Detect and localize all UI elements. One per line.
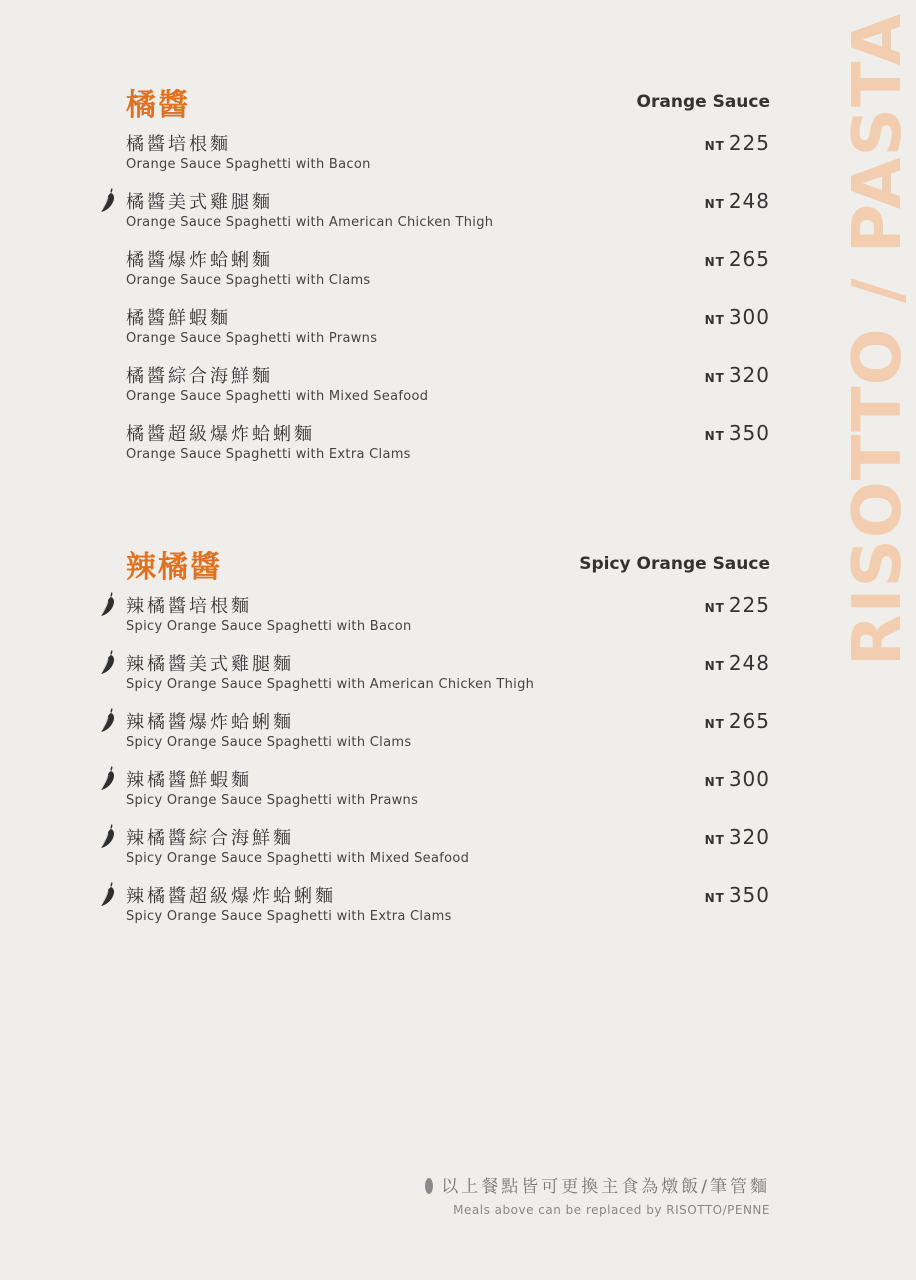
menu-item (126, 420, 770, 478)
menu-item (126, 766, 770, 824)
chili-pepper-icon (98, 706, 120, 734)
menu-item-name-en: Orange Sauce Spaghetti with American Chicken Thigh (126, 215, 494, 230)
currency-label: NT (704, 255, 725, 269)
menu-item-name-zh: 橘醬鮮蝦麵 (126, 308, 231, 329)
price-value: 350 (728, 421, 770, 445)
chili-pepper-icon (98, 880, 120, 908)
menu-item (126, 304, 770, 362)
menu-item-name-en: Spicy Orange Sauce Spaghetti with Bacon (126, 619, 412, 634)
menu-item (126, 246, 770, 304)
currency-label: NT (704, 775, 725, 789)
menu-item-name-en: Orange Sauce Spaghetti with Extra Clams (126, 447, 411, 462)
price-value: 320 (728, 825, 770, 849)
price-value: 248 (728, 189, 770, 213)
menu-item-price (705, 247, 770, 271)
section-orange-sauce (126, 80, 770, 478)
menu-item-name-zh: 辣橘醬培根麵 (126, 596, 252, 617)
menu-item-name-zh: 辣橘醬美式雞腿麵 (126, 654, 294, 675)
bullet-icon (425, 1178, 433, 1194)
price-value: 225 (728, 593, 770, 617)
menu-item-name-en: Orange Sauce Spaghetti with Prawns (126, 331, 378, 346)
section-title-zh: 橘醬 (126, 88, 190, 123)
section-title-en: Spicy Orange Sauce (579, 554, 770, 574)
currency-label: NT (704, 601, 725, 615)
menu-item-name-en: Orange Sauce Spaghetti with Bacon (126, 157, 371, 172)
menu-item-price (705, 421, 770, 445)
section-header (126, 542, 770, 592)
chili-pepper-icon (98, 764, 120, 792)
side-category-title (838, 12, 916, 666)
menu-item-name-en: Spicy Orange Sauce Spaghetti with Clams (126, 735, 412, 750)
price-value: 265 (728, 247, 770, 271)
menu-item-price (705, 767, 770, 791)
menu-item (126, 130, 770, 188)
currency-label: NT (704, 659, 725, 673)
menu-item (126, 882, 770, 940)
menu-item-name-zh: 橘醬美式雞腿麵 (126, 192, 273, 213)
chili-pepper-icon (98, 822, 120, 850)
menu-item-name-en: Spicy Orange Sauce Spaghetti with Mixed Seafood (126, 851, 470, 866)
price-value: 300 (728, 305, 770, 329)
menu-item-name-zh: 辣橘醬鮮蝦麵 (126, 770, 252, 791)
menu-item-list (126, 130, 770, 478)
currency-label: NT (704, 139, 725, 153)
menu-item-name-zh: 橘醬超級爆炸蛤蜊麵 (126, 424, 315, 445)
price-value: 265 (728, 709, 770, 733)
menu-item-price (705, 825, 770, 849)
currency-label: NT (704, 429, 725, 443)
menu-item-list (126, 592, 770, 940)
menu-item (126, 708, 770, 766)
currency-label: NT (704, 717, 725, 731)
menu-item-name-en: Spicy Orange Sauce Spaghetti with American Chicken Thigh (126, 677, 535, 692)
menu-item-name-zh: 橘醬綜合海鮮麵 (126, 366, 273, 387)
menu-item-name-en: Spicy Orange Sauce Spaghetti with Extra Clams (126, 909, 452, 924)
menu-item (126, 362, 770, 420)
menu-item-price (705, 363, 770, 387)
menu-item-price (705, 651, 770, 675)
side-category-title-text: RISOTTO / PASTA (838, 12, 916, 666)
chili-pepper-icon (98, 590, 120, 618)
menu-item-price (705, 883, 770, 907)
section-spicy-orange-sauce (126, 542, 770, 940)
footer-note-en: Meals above can be replaced by RISOTTO/PENNE (453, 1203, 770, 1217)
footer-note-zh: 以上餐點皆可更換主食為燉飯/筆管麵 (441, 1177, 770, 1197)
menu-item-name-en: Spicy Orange Sauce Spaghetti with Prawns (126, 793, 419, 808)
menu-item-name-zh: 橘醬培根麵 (126, 134, 231, 155)
menu-item-name-en: Orange Sauce Spaghetti with Mixed Seafood (126, 389, 429, 404)
currency-label: NT (704, 313, 725, 327)
currency-label: NT (704, 891, 725, 905)
section-title-zh: 辣橘醬 (126, 550, 222, 585)
section-header (126, 80, 770, 130)
menu-item-price (705, 305, 770, 329)
menu-item (126, 188, 770, 246)
footer-note-zh-row (425, 1172, 770, 1197)
price-value: 320 (728, 363, 770, 387)
menu-item-name-zh: 橘醬爆炸蛤蜊麵 (126, 250, 273, 271)
menu-item-name-zh: 辣橘醬超級爆炸蛤蜊麵 (126, 886, 336, 907)
menu-item-price (705, 131, 770, 155)
chili-pepper-icon (98, 186, 120, 214)
price-value: 248 (728, 651, 770, 675)
section-title-en: Orange Sauce (636, 92, 770, 112)
menu-item-price (705, 593, 770, 617)
menu-item (126, 650, 770, 708)
menu-item-price (705, 709, 770, 733)
menu-item (126, 824, 770, 882)
menu-item-price (705, 189, 770, 213)
menu-item-name-zh: 辣橘醬爆炸蛤蜊麵 (126, 712, 294, 733)
currency-label: NT (704, 371, 725, 385)
chili-pepper-icon (98, 648, 120, 676)
menu-item-name-zh: 辣橘醬綜合海鮮麵 (126, 828, 294, 849)
price-value: 300 (728, 767, 770, 791)
menu-item-name-en: Orange Sauce Spaghetti with Clams (126, 273, 371, 288)
menu-item (126, 592, 770, 650)
price-value: 350 (728, 883, 770, 907)
currency-label: NT (704, 833, 725, 847)
price-value: 225 (728, 131, 770, 155)
currency-label: NT (704, 197, 725, 211)
footer-note (425, 1172, 770, 1217)
